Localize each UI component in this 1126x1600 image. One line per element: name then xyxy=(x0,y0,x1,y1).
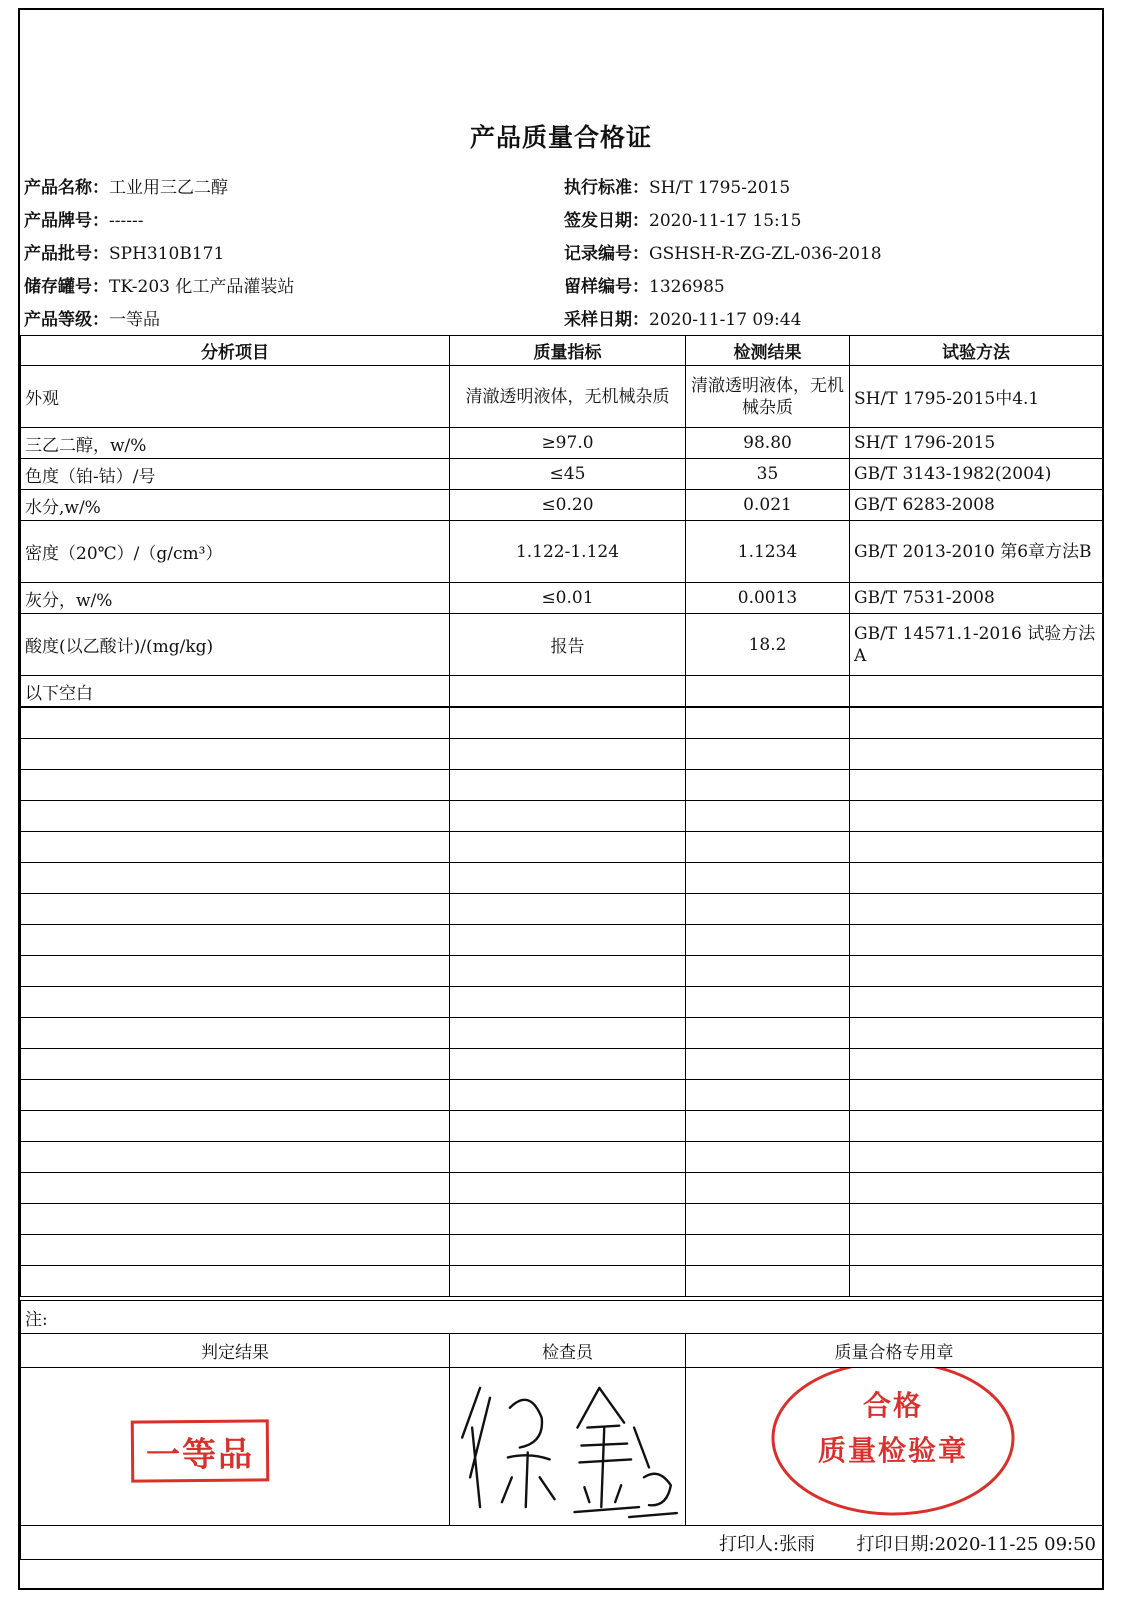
cell-spec: 清澈透明液体，无机械杂质 xyxy=(450,366,686,428)
empty-cell xyxy=(850,708,1103,739)
empty-cell xyxy=(850,1235,1103,1266)
header-judgement: 判定结果 xyxy=(21,1334,450,1368)
meta-key: 产品名称： xyxy=(24,178,109,198)
meta-key: 产品牌号： xyxy=(24,211,109,231)
empty-cell xyxy=(850,832,1103,863)
empty-cell xyxy=(21,1080,450,1111)
empty-cell xyxy=(850,894,1103,925)
empty-cell xyxy=(21,801,450,832)
empty-row xyxy=(21,1204,1103,1235)
cell-spec: ≤0.01 xyxy=(450,583,686,614)
empty-cell xyxy=(686,832,850,863)
meta-value: GSHSH-R-ZG-ZL-036-2018 xyxy=(649,244,882,264)
cell-method: GB/T 3143-1982(2004) xyxy=(850,459,1103,490)
empty-row xyxy=(21,987,1103,1018)
header-inspector: 检查员 xyxy=(450,1334,686,1368)
meta-batch-number xyxy=(24,239,224,264)
empty-row xyxy=(21,1018,1103,1049)
meta-key: 留样编号： xyxy=(564,277,649,297)
empty-cell xyxy=(21,956,450,987)
empty-cell xyxy=(450,1266,686,1297)
empty-row xyxy=(21,832,1103,863)
empty-cell xyxy=(21,770,450,801)
cell-item: 灰分，w/% xyxy=(21,583,450,614)
empty-cell xyxy=(21,1018,450,1049)
cell-spec: ≥97.0 xyxy=(450,428,686,459)
header-quality-seal: 质量合格专用章 xyxy=(686,1334,1103,1368)
table-row xyxy=(21,490,1103,521)
empty-cell xyxy=(850,1111,1103,1142)
print-date: 2020-11-25 09:50 xyxy=(934,1533,1096,1555)
table-row xyxy=(21,459,1103,490)
empty-cell xyxy=(686,770,850,801)
cell-spec: 1.122-1.124 xyxy=(450,521,686,583)
empty-cell xyxy=(686,925,850,956)
empty-row xyxy=(21,1049,1103,1080)
meta-key: 记录编号： xyxy=(564,244,649,264)
empty-row xyxy=(21,770,1103,801)
cell-method: SH/T 1796-2015 xyxy=(850,428,1103,459)
empty-cell xyxy=(686,739,850,770)
empty-row xyxy=(21,801,1103,832)
cell-result: 1.1234 xyxy=(686,521,850,583)
empty-cell xyxy=(450,1018,686,1049)
empty-cell xyxy=(686,1142,850,1173)
empty-cell xyxy=(850,1142,1103,1173)
cell-method: GB/T 14571.1-2016 试验方法A xyxy=(850,614,1103,676)
empty-cell xyxy=(450,1111,686,1142)
empty-cell xyxy=(686,1111,850,1142)
empty-cell xyxy=(21,832,450,863)
empty-row xyxy=(21,739,1103,770)
empty-grid-table xyxy=(20,707,1103,1297)
header-test-result: 检测结果 xyxy=(686,336,850,366)
inspector-signature xyxy=(450,1368,685,1525)
empty-cell xyxy=(21,1142,450,1173)
meta-key: 执行标准： xyxy=(564,178,649,198)
cell-method: GB/T 7531-2008 xyxy=(850,583,1103,614)
empty-cell xyxy=(850,739,1103,770)
cell-item: 三乙二醇，w/% xyxy=(21,428,450,459)
empty-cell xyxy=(21,987,450,1018)
empty-cell xyxy=(450,708,686,739)
cell-method: GB/T 6283-2008 xyxy=(850,490,1103,521)
empty-cell xyxy=(450,801,686,832)
note-row xyxy=(21,1301,1103,1334)
footer-header-row xyxy=(21,1334,1103,1368)
meta-sample-number xyxy=(564,272,725,297)
empty-cell xyxy=(450,987,686,1018)
empty-cell xyxy=(850,770,1103,801)
empty-row xyxy=(21,1235,1103,1266)
empty-cell xyxy=(850,1266,1103,1297)
printer-label: 打印人: xyxy=(718,1533,780,1555)
empty-cell xyxy=(850,863,1103,894)
cell-result: 98.80 xyxy=(686,428,850,459)
empty-cell xyxy=(686,956,850,987)
meta-record-number xyxy=(564,239,882,264)
cell-result: 0.021 xyxy=(686,490,850,521)
empty-cell xyxy=(21,1049,450,1080)
table-row xyxy=(21,428,1103,459)
empty-cell xyxy=(450,1080,686,1111)
empty-cell xyxy=(850,987,1103,1018)
empty-cell xyxy=(21,1111,450,1142)
meta-key: 产品等级： xyxy=(24,310,109,330)
seal-cell xyxy=(686,1368,1103,1526)
empty-cell xyxy=(686,1173,850,1204)
table-row xyxy=(21,366,1103,428)
meta-key: 储存罐号： xyxy=(24,277,109,297)
table-row xyxy=(21,521,1103,583)
empty-cell xyxy=(450,925,686,956)
cell-method: GB/T 2013-2010 第6章方法B xyxy=(850,521,1103,583)
meta-product-grade xyxy=(24,305,160,330)
note-label: 注: xyxy=(21,1301,1103,1334)
cell-result: 18.2 xyxy=(686,614,850,676)
empty-cell xyxy=(850,1018,1103,1049)
meta-product-name xyxy=(24,173,228,198)
empty-cell xyxy=(686,1049,850,1080)
empty-row xyxy=(21,956,1103,987)
empty-cell xyxy=(850,1173,1103,1204)
meta-value: 一等品 xyxy=(109,310,160,330)
empty-row xyxy=(21,1142,1103,1173)
cell-spec: ≤0.20 xyxy=(450,490,686,521)
empty-row xyxy=(21,925,1103,956)
meta-value: SPH310B171 xyxy=(109,244,225,264)
empty-cell xyxy=(686,1235,850,1266)
empty-cell xyxy=(21,1204,450,1235)
print-date-label: 打印日期: xyxy=(856,1533,935,1555)
grade-stamp: 一等品 xyxy=(131,1419,270,1482)
meta-standard xyxy=(564,173,790,198)
empty-row xyxy=(21,894,1103,925)
meta-key: 采样日期： xyxy=(564,310,649,330)
print-info-row xyxy=(21,1526,1103,1560)
cell-item: 水分,w/% xyxy=(21,490,450,521)
printer-name: 张雨 xyxy=(779,1533,816,1555)
empty-cell xyxy=(21,925,450,956)
meta-value: SH/T 1795-2015 xyxy=(649,178,791,198)
empty-cell xyxy=(850,925,1103,956)
empty-cell xyxy=(450,1235,686,1266)
empty-cell xyxy=(850,1049,1103,1080)
cell-result: 清澈透明液体，无机械杂质 xyxy=(686,366,850,428)
seal-line1: 合格 xyxy=(862,1389,923,1422)
empty-cell xyxy=(450,894,686,925)
meta-issue-date xyxy=(564,206,801,231)
inspector-cell xyxy=(450,1368,686,1526)
empty-cell xyxy=(450,1142,686,1173)
meta-value: 2020-11-17 09:44 xyxy=(649,310,802,330)
meta-sampling-date xyxy=(564,305,801,330)
cell-item: 色度（铂-钴）/号 xyxy=(21,459,450,490)
table-row xyxy=(21,614,1103,676)
cell-spec: ≤45 xyxy=(450,459,686,490)
empty-cell xyxy=(686,987,850,1018)
empty-cell xyxy=(450,676,686,707)
empty-cell xyxy=(850,1080,1103,1111)
cell-item: 密度（20℃）/（g/cm³） xyxy=(21,521,450,583)
meta-key: 签发日期： xyxy=(564,211,649,231)
table-row-blank-note xyxy=(21,676,1103,707)
empty-cell xyxy=(686,801,850,832)
empty-cell xyxy=(686,894,850,925)
analysis-table xyxy=(20,335,1103,707)
empty-cell xyxy=(450,832,686,863)
empty-cell xyxy=(450,863,686,894)
empty-cell xyxy=(21,708,450,739)
empty-row xyxy=(21,1173,1103,1204)
empty-cell xyxy=(850,676,1103,707)
cell-result: 35 xyxy=(686,459,850,490)
print-info xyxy=(21,1526,1103,1560)
meta-tank-number xyxy=(24,272,294,297)
cell-item: 外观 xyxy=(21,366,450,428)
empty-cell xyxy=(686,863,850,894)
blank-note: 以下空白 xyxy=(21,676,450,707)
meta-value: 工业用三乙二醇 xyxy=(109,178,228,198)
header-quality-spec: 质量指标 xyxy=(450,336,686,366)
empty-cell xyxy=(450,1204,686,1235)
meta-value: ------ xyxy=(109,211,144,231)
empty-cell xyxy=(850,956,1103,987)
empty-cell xyxy=(450,1049,686,1080)
empty-cell xyxy=(450,739,686,770)
empty-cell xyxy=(686,1018,850,1049)
meta-key: 产品批号： xyxy=(24,244,109,264)
seal-line2: 质量检验章 xyxy=(817,1434,968,1467)
footer-body-row xyxy=(21,1368,1103,1526)
seal-text xyxy=(768,1368,1018,1522)
empty-cell xyxy=(21,1235,450,1266)
table-header-row xyxy=(21,336,1103,366)
judgement-cell xyxy=(21,1368,450,1526)
meta-value: 1326985 xyxy=(649,277,725,297)
empty-row xyxy=(21,1266,1103,1297)
cell-spec: 报告 xyxy=(450,614,686,676)
table-row xyxy=(21,583,1103,614)
empty-row xyxy=(21,863,1103,894)
empty-cell xyxy=(686,708,850,739)
empty-cell xyxy=(21,1173,450,1204)
footer-table xyxy=(20,1300,1103,1560)
cell-result: 0.0013 xyxy=(686,583,850,614)
empty-cell xyxy=(21,863,450,894)
empty-cell xyxy=(21,894,450,925)
empty-row xyxy=(21,708,1103,739)
empty-cell xyxy=(850,801,1103,832)
empty-row xyxy=(21,1111,1103,1142)
empty-row xyxy=(21,1080,1103,1111)
document-title: 产品质量合格证 xyxy=(469,123,652,152)
meta-value: TK-203 化工产品灌装站 xyxy=(109,277,295,297)
cell-item: 酸度(以乙酸计)/(mg/kg) xyxy=(21,614,450,676)
empty-cell xyxy=(850,1204,1103,1235)
empty-cell xyxy=(686,1080,850,1111)
header-test-method: 试验方法 xyxy=(850,336,1103,366)
header-analysis-item: 分析项目 xyxy=(21,336,450,366)
meta-product-brand xyxy=(24,206,143,231)
empty-cell xyxy=(21,1266,450,1297)
certificate-page xyxy=(18,8,1104,1590)
meta-value: 2020-11-17 15:15 xyxy=(649,211,802,231)
empty-cell xyxy=(686,676,850,707)
empty-cell xyxy=(21,739,450,770)
cell-method: SH/T 1795-2015中4.1 xyxy=(850,366,1103,428)
empty-cell xyxy=(686,1266,850,1297)
empty-cell xyxy=(450,1173,686,1204)
empty-cell xyxy=(450,956,686,987)
empty-cell xyxy=(450,770,686,801)
empty-cell xyxy=(686,1204,850,1235)
